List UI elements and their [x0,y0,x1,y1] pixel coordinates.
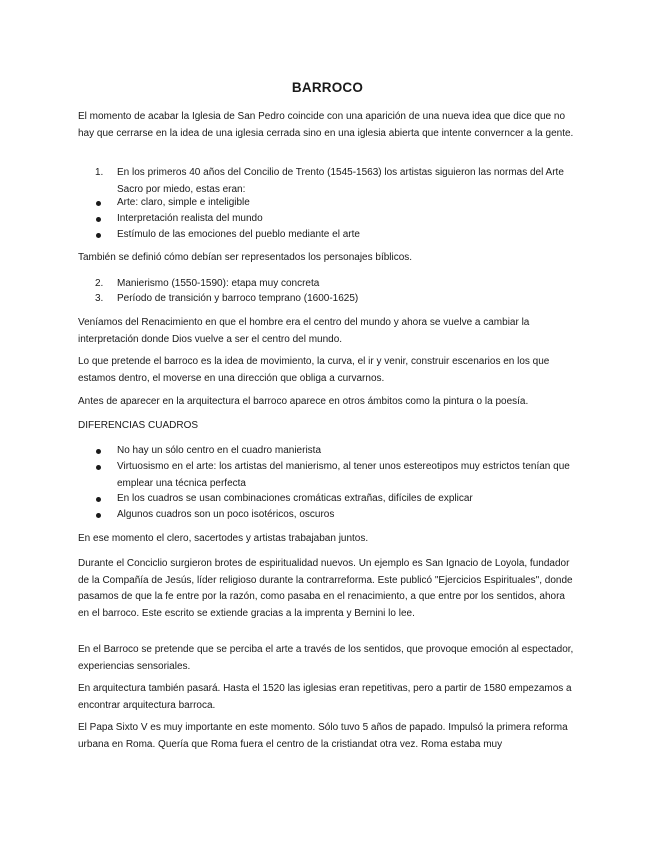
list-item: No hay un sólo centro en el cuadro manierista [117,445,322,456]
bullet-icon [96,513,101,518]
list-marker: 2. [95,278,104,289]
paragraph-sentidos: En el Barroco se pretende que se perciba el arte a través de los sentidos, que provoque emoción al espectador, experiencias sensoriales. [78,644,574,672]
list-item: En los primeros 40 años del Concilio de Trento (1545-1563) los artistas siguieron las normas del Arte Sacro por miedo, estas eran: [117,167,564,195]
paragraph-sixto: El Papa Sixto V es muy importante en este momento. Sólo tuvo 5 años de papado. Impulsó la primera reforma urbana en Roma. Quería que Roma fuera el centro de la cristiandat otra vez. Roma estaba muy [78,722,568,750]
intro-paragraph: El momento de acabar la Iglesia de San Pedro coincide con una aparición de una nueva idea que dice que no hay que cerrarse en la idea de una iglesia cerrada sino en una iglesia abierta que intente converncer a la gente. [78,111,574,139]
bullet-icon [96,217,101,222]
paragraph-clero: En ese momento el clero, sacertodes y artistas trabajaban juntos. [78,533,369,544]
paragraph-movimiento: Lo que pretende el barroco es la idea de movimiento, la curva, el ir y venir, construir escenarios en los que estamos dentro, el moverse en una dirección que obliga a curvarnos. [78,356,550,384]
bullet-icon [96,449,101,454]
list-item: Algunos cuadros son un poco isotéricos, oscuros [117,509,335,520]
section-heading: DIFERENCIAS CUADROS [78,420,199,431]
bullet-icon [96,201,101,206]
list-item: En los cuadros se usan combinaciones cromáticas extrañas, difíciles de explicar [117,493,473,504]
list-marker: 1. [95,167,104,178]
list-item: Virtuosismo en el arte: los artistas del manierismo, al tener unos estereotipos muy estrictos tenían que emplear una técnica perfecta [117,461,570,489]
list-item: Estímulo de las emociones del pueblo mediante el arte [117,229,360,240]
list-item: Arte: claro, simple e inteligible [117,197,250,208]
list-marker: 3. [95,293,104,304]
paragraph-arquitectura: En arquitectura también pasará. Hasta el 1520 las iglesias eran repetitivas, pero a partir de 1580 empezamos a encontrar arquitectura barroca. [78,683,572,711]
paragraph-biblicos: También se definió cómo debían ser representados los personajes bíblicos. [78,252,413,263]
bullet-icon [96,465,101,470]
list-item: Interpretación realista del mundo [117,213,263,224]
document-title: BARROCO [291,80,364,95]
paragraph-antes: Antes de aparecer en la arquitectura el barroco aparece en otros ámbitos como la pintura o la poesía. [78,396,529,407]
bullet-icon [96,233,101,238]
bullet-icon [96,497,101,502]
paragraph-renacimiento: Veníamos del Renacimiento en que el hombre era el centro del mundo y ahora se vuelve a cambiar la interpretación donde Dios vuelve a ser el centro del mundo. [78,317,530,345]
list-item: Período de transición y barroco temprano (1600-1625) [117,293,359,304]
paragraph-concilio: Durante el Conciclio surgieron brotes de espiritualidad nuevos. Un ejemplo es San Ignacio de Loyola, fundador de la Compañía de Jesús, líder religioso durante la contrarreforma. Este publicó "Ejercicios Espirituales", donde pasamos de que la fe entre por la razón, como pasaba en el renacimiento, a que entre por los sentidos, ahora en el barroco. Este escrito se extiende gracias a la imprenta y Bernini lo lee. [78,558,573,619]
list-item: Manierismo (1550-1590): etapa muy concreta [117,278,320,289]
